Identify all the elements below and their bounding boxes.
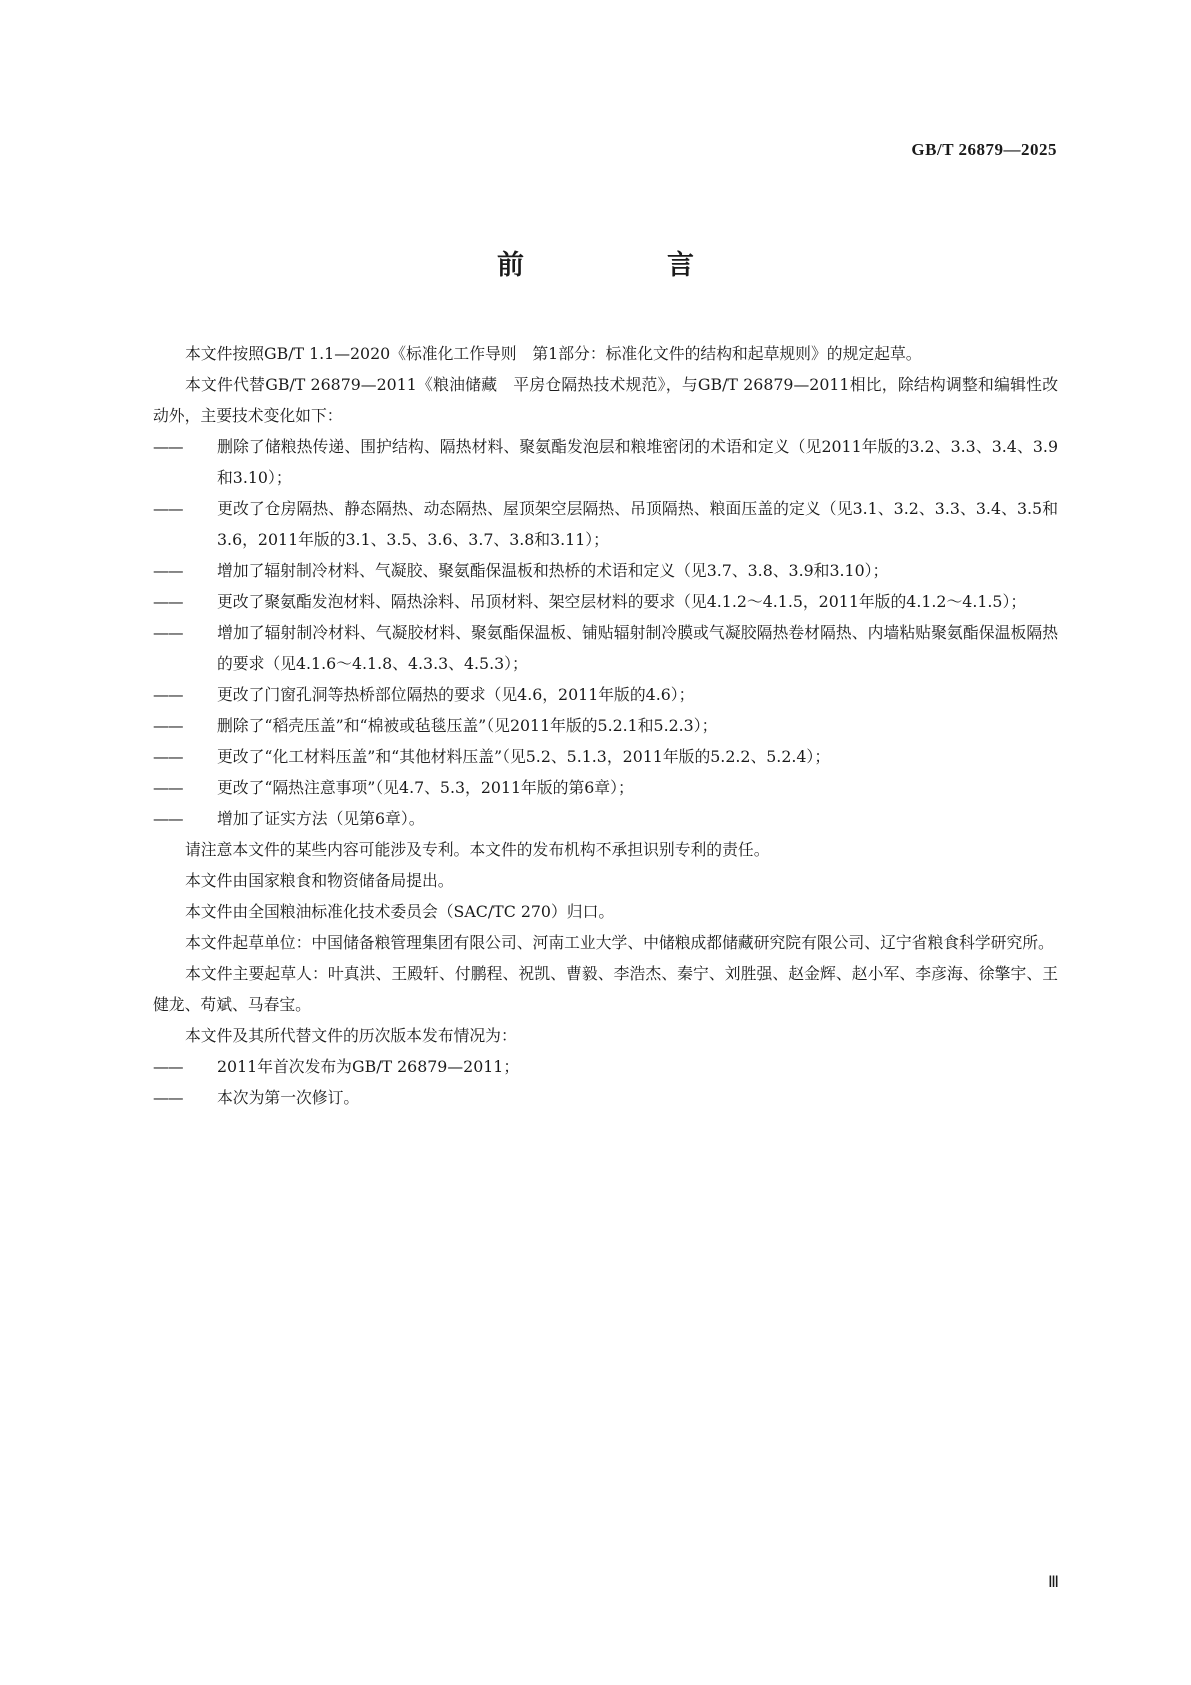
paragraph-text: 本文件由国家粮食和物资储备局提出。	[185, 871, 454, 890]
paragraph	[153, 1020, 1058, 1051]
list-item	[153, 493, 1058, 555]
paragraph	[153, 958, 1058, 1020]
dash-marker: ——	[153, 716, 183, 735]
paragraph-text: 增加了证实方法（见第6章）。	[217, 809, 425, 828]
paragraph-text: 本文件及其所代替文件的历次版本发布情况为：	[185, 1026, 517, 1045]
list-item	[153, 1051, 1058, 1082]
paragraph	[153, 896, 1058, 927]
paragraph-text: 增加了辐射制冷材料、气凝胶、聚氨酯保温板和热桥的术语和定义（见3.7、3.8、3.9和3.10）；	[217, 561, 889, 580]
paragraph-text: 删除了“稻壳压盖”和“棉被或毡毯压盖”（见2011年版的5.2.1和5.2.3）；	[217, 716, 718, 735]
dash-marker: ——	[153, 437, 183, 456]
dash-marker: ——	[153, 561, 183, 580]
list-item	[153, 710, 1058, 741]
paragraph-text: 本次为第一次修订。	[217, 1088, 360, 1107]
standard-code: GB/T 26879—2025	[911, 140, 1057, 159]
paragraph	[153, 865, 1058, 896]
paragraph-text: 本文件按照GB/T 1.1—2020《标准化工作导则 第1部分：标准化文件的结构和起草规则》的规定起草。	[185, 344, 922, 363]
paragraph-text: 更改了聚氨酯发泡材料、隔热涂料、吊顶材料、架空层材料的要求（见4.1.2～4.1.5，2011年版的4.1.2～4.1.5）；	[217, 592, 1027, 611]
page-title: 前 言	[497, 250, 752, 281]
list-item	[153, 679, 1058, 710]
list-item	[153, 555, 1058, 586]
paragraph-text: 2011年首次发布为GB/T 26879—2011；	[217, 1057, 520, 1076]
paragraph-text: 本文件主要起草人：叶真洪、王殿轩、付鹏程、祝凯、曹毅、李浩杰、秦宁、刘胜强、赵金辉、赵小军、李彦海、徐擎宇、王健龙、苟斌、马春宝。	[153, 964, 1058, 1014]
dash-marker: ——	[153, 1057, 183, 1076]
paragraph-text: 增加了辐射制冷材料、气凝胶材料、聚氨酯保温板、铺贴辐射制冷膜或气凝胶隔热卷材隔热、内墙粘贴聚氨酯保温板隔热的要求（见4.1.6～4.1.8、4.3.3、4.5.3）；	[217, 623, 1058, 673]
paragraph	[153, 927, 1058, 958]
list-item	[153, 741, 1058, 772]
paragraph-text: 本文件代替GB/T 26879—2011《粮油储藏 平房仓隔热技术规范》，与GB/T 26879—2011相比，除结构调整和编辑性改动外，主要技术变化如下：	[153, 375, 1058, 425]
dash-marker: ——	[153, 778, 183, 797]
paragraph-text: 删除了储粮热传递、围护结构、隔热材料、聚氨酯发泡层和粮堆密闭的术语和定义（见2011年版的3.2、3.3、3.4、3.9和3.10）；	[217, 437, 1058, 487]
list-item	[153, 586, 1058, 617]
dash-marker: ——	[153, 685, 183, 704]
dash-marker: ——	[153, 592, 183, 611]
dash-marker: ——	[153, 809, 183, 828]
paragraph-text: 请注意本文件的某些内容可能涉及专利。本文件的发布机构不承担识别专利的责任。	[185, 840, 770, 859]
foreword-body	[153, 338, 1058, 1113]
paragraph	[153, 338, 1058, 369]
list-item	[153, 431, 1058, 493]
dash-marker: ——	[153, 499, 183, 518]
dash-marker: ——	[153, 747, 183, 766]
paragraph-text: 本文件起草单位：中国储备粮管理集团有限公司、河南工业大学、中储粮成都储藏研究院有限公司、辽宁省粮食科学研究所。	[185, 933, 1054, 952]
paragraph-text: 更改了仓房隔热、静态隔热、动态隔热、屋顶架空层隔热、吊顶隔热、粮面压盖的定义（见3.1、3.2、3.3、3.4、3.5和3.6，2011年版的3.1、3.5、3.6、3.7、3.8和3.11）；	[217, 499, 1058, 549]
paragraph-text: 更改了门窗孔洞等热桥部位隔热的要求（见4.6，2011年版的4.6）；	[217, 685, 695, 704]
list-item	[153, 1082, 1058, 1113]
paragraph-text: 更改了“隔热注意事项”（见4.7、5.3，2011年版的第6章）；	[217, 778, 634, 797]
paragraph-text: 本文件由全国粮油标准化技术委员会（SAC/TC 270）归口。	[185, 902, 615, 921]
page-number: Ⅲ	[1047, 1574, 1059, 1591]
list-item	[153, 803, 1058, 834]
paragraph	[153, 834, 1058, 865]
paragraph	[153, 369, 1058, 431]
list-item	[153, 617, 1058, 679]
paragraph-text: 更改了“化工材料压盖”和“其他材料压盖”（见5.2、5.1.3，2011年版的5.2.2、5.2.4）；	[217, 747, 831, 766]
dash-marker: ——	[153, 1088, 183, 1107]
dash-marker: ——	[153, 623, 183, 642]
list-item	[153, 772, 1058, 803]
